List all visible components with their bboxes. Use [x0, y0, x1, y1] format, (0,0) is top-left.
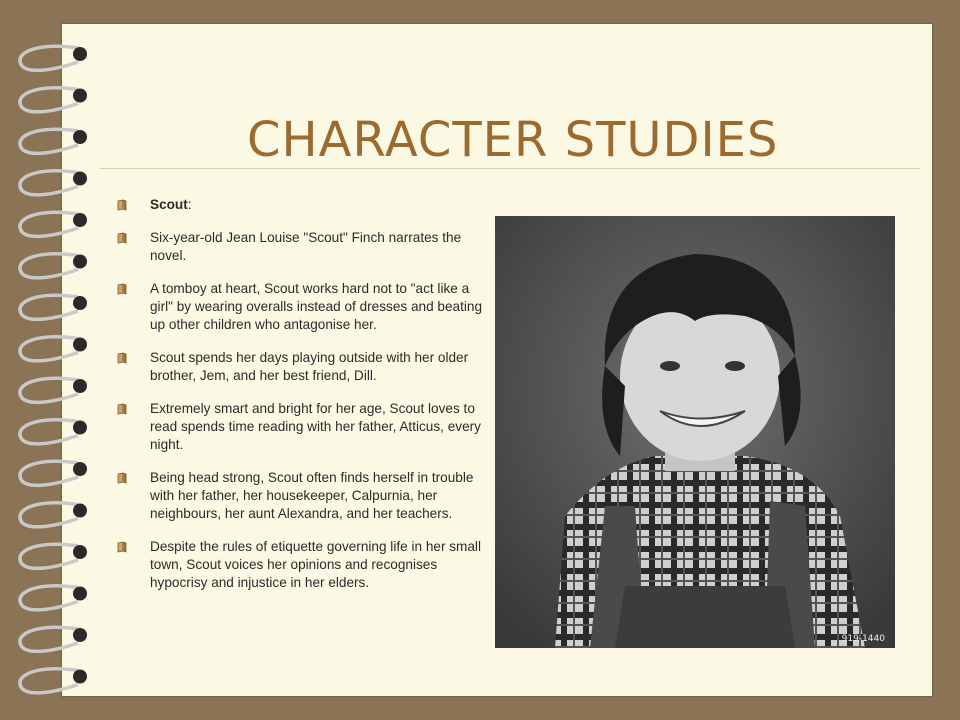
title-divider: [100, 168, 920, 169]
spiral-ring: [20, 88, 78, 112]
book-bullet-icon: [116, 472, 128, 484]
list-item: Six-year-old Jean Louise "Scout" Finch narrates the novel.: [116, 229, 494, 265]
spiral-hole: [73, 462, 87, 476]
spiral-hole: [73, 89, 87, 103]
spiral-ring: [20, 627, 78, 651]
spiral-binding-icon: [0, 0, 110, 720]
spiral-ring: [20, 171, 78, 195]
bullet-list: [116, 196, 494, 607]
spiral-ring: [20, 420, 78, 444]
spiral-ring: [20, 46, 78, 70]
portrait-photo: [495, 216, 895, 648]
spiral-ring: [20, 129, 78, 153]
list-item: Scout:: [116, 196, 494, 214]
list-item: Despite the rules of etiquette governing life in her small town, Scout voices her opinions and recognises hypocrisy and injustice in her elders.: [116, 538, 494, 592]
book-bullet-icon: [116, 352, 128, 364]
spiral-hole: [73, 379, 87, 393]
list-item: Extremely smart and bright for her age, Scout loves to read spends time reading with her father, Atticus, every night.: [116, 400, 494, 454]
spiral-hole: [73, 587, 87, 601]
spiral-ring: [20, 295, 78, 319]
spiral-hole: [73, 504, 87, 518]
spiral-hole: [73, 421, 87, 435]
spiral-ring: [20, 586, 78, 610]
book-bullet-icon: [116, 283, 128, 295]
spiral-ring: [20, 669, 78, 693]
portrait-image: [495, 216, 895, 648]
spiral-hole: [73, 628, 87, 642]
book-bullet-icon: [116, 232, 128, 244]
photo-caption: 919-1440: [841, 634, 885, 644]
spiral-hole: [73, 47, 87, 61]
spiral-hole: [73, 338, 87, 352]
spiral-ring: [20, 212, 78, 236]
spiral-ring: [20, 337, 78, 361]
spiral-hole: [73, 213, 87, 227]
list-item: A tomboy at heart, Scout works hard not to "act like a girl" by wearing overalls instead of dresses and beating up other children who antagonise her.: [116, 280, 494, 334]
spiral-ring: [20, 254, 78, 278]
spiral-hole: [73, 172, 87, 186]
spiral-hole: [73, 130, 87, 144]
spiral-hole: [73, 545, 87, 559]
spiral-hole: [73, 255, 87, 269]
spiral-ring: [20, 544, 78, 568]
spiral-hole: [73, 670, 87, 684]
list-item: Scout spends her days playing outside with her older brother, Jem, and her best friend, Dill.: [116, 349, 494, 385]
list-item: Being head strong, Scout often finds herself in trouble with her father, her housekeeper, Calpurnia, her neighbours, her aunt Alexandra, and her teachers.: [116, 469, 494, 523]
spiral-ring: [20, 461, 78, 485]
spiral-ring: [20, 503, 78, 527]
page-title: CHARACTER STUDIES: [247, 112, 779, 168]
spiral-ring: [20, 378, 78, 402]
book-bullet-icon: [116, 403, 128, 415]
book-bullet-icon: [116, 199, 128, 211]
spiral-hole: [73, 296, 87, 310]
book-bullet-icon: [116, 541, 128, 553]
